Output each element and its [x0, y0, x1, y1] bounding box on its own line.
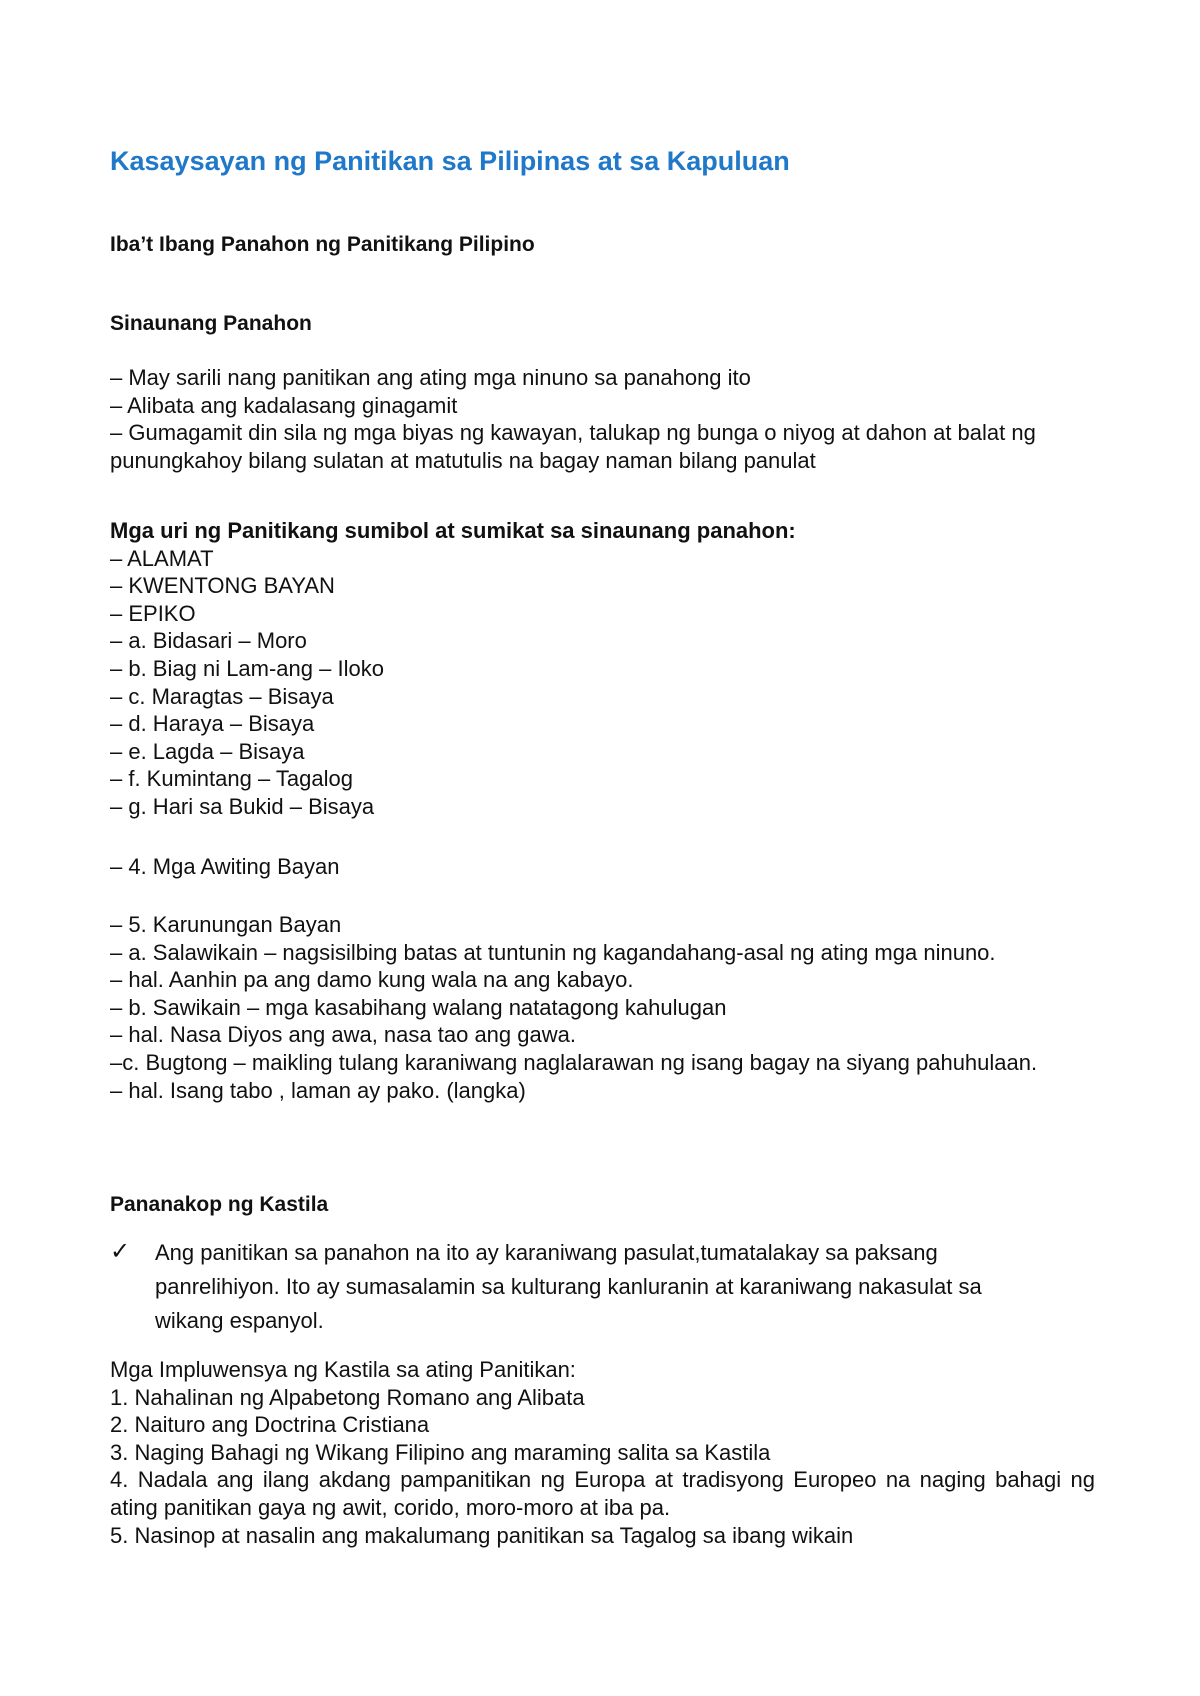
list-item: 3. Naging Bahagi ng Wikang Filipino ang maraming salita sa Kastila [110, 1439, 771, 1465]
list-item: – hal. Nasa Diyos ang awa, nasa tao ang gawa. [110, 1022, 576, 1048]
list-item: – a. Salawikain – nagsisilbing batas at tuntunin ng kagandahang-asal ng ating mga ninuno. [110, 939, 996, 965]
karunungan-bayan-block [110, 911, 1095, 1104]
list-item: – 4. Mga Awiting Bayan [110, 854, 340, 879]
list-item: – KWENTONG BAYAN [110, 573, 335, 599]
list-item: – a. Bidasari – Moro [110, 628, 307, 654]
list-item: 2. Naituro ang Doctrina Cristiana [110, 1412, 430, 1438]
section-heading-kastila: Pananakop ng Kastila [110, 1193, 329, 1216]
list-item: –c. Bugtong – maikling tulang karaniwang naglalarawan ng isang bagay na siyang pahuhulaan. [110, 1049, 1038, 1075]
document-title: Kasaysayan ng Panitikan sa Pilipinas at sa Kapuluan [110, 146, 790, 176]
text-line: – Alibata ang kadalasang ginagamit [110, 392, 458, 418]
section-heading-uri: Mga uri ng Panitikang sumibol at sumikat sa sinaunang panahon: [110, 518, 796, 543]
kastila-paragraph [110, 1236, 1050, 1338]
list-item: – hal. Aanhin pa ang damo kung wala na ang kabayo. [110, 967, 634, 993]
impluwensya-heading: Mga Impluwensya ng Kastila sa ating Panitikan: [110, 1357, 576, 1382]
list-item: – e. Lagda – Bisaya [110, 738, 305, 764]
sinaunang-text-block [110, 364, 1095, 474]
list-item: – f. Kumintang – Tagalog [110, 766, 353, 792]
uri-list [110, 517, 1095, 821]
document-subtitle: Iba’t Ibang Panahon ng Panitikang Pilipino [110, 233, 535, 256]
list-item: – b. Biag ni Lam-ang – Iloko [110, 655, 384, 681]
text-line: – May sarili nang panitikan ang ating mga ninuno sa panahong ito [110, 365, 751, 390]
list-item: – c. Maragtas – Bisaya [110, 683, 334, 709]
list-item: – ALAMAT [110, 545, 214, 571]
section-heading-sinaunang: Sinaunang Panahon [110, 312, 312, 335]
list-item: 4. Nadala ang ilang akdang pampanitikan ng Europa at tradisyong Europeo na naging bahagi ng ating panitikan gaya ng awit, corido, moro-moro at iba pa. [110, 1467, 1095, 1520]
list-item: 1. Nahalinan ng Alpabetong Romano ang Alibata [110, 1384, 585, 1410]
paragraph-text: Ang panitikan sa panahon na ito ay karaniwang pasulat,tumatalakay sa paksang panrelihiyon. Ito ay sumasalamin sa kulturang kanluranin at karaniwang nakasulat sa wikang espanyol. [155, 1240, 982, 1333]
list-item: – hal. Isang tabo , laman ay pako. (langka) [110, 1077, 526, 1103]
checkmark-icon: ✓ [110, 1237, 131, 1265]
list-item: – b. Sawikain – mga kasabihang walang natatagong kahulugan [110, 994, 727, 1020]
list-item: – 5. Karunungan Bayan [110, 912, 342, 937]
impluwensya-list [110, 1356, 1095, 1549]
list-item: – g. Hari sa Bukid – Bisaya [110, 793, 375, 819]
list-item: – d. Haraya – Bisaya [110, 711, 315, 737]
awiting-bayan-block [110, 853, 1095, 881]
text-line: – Gumagamit din sila ng mga biyas ng kawayan, talukap ng bunga o niyog at dahon at balat ng punungkahoy bilang sulatan at matutulis na bagay naman bilang panulat [110, 420, 1036, 473]
list-item: 5. Nasinop at nasalin ang makalumang panitikan sa Tagalog sa ibang wikain [110, 1522, 854, 1548]
list-item: – EPIKO [110, 600, 196, 626]
